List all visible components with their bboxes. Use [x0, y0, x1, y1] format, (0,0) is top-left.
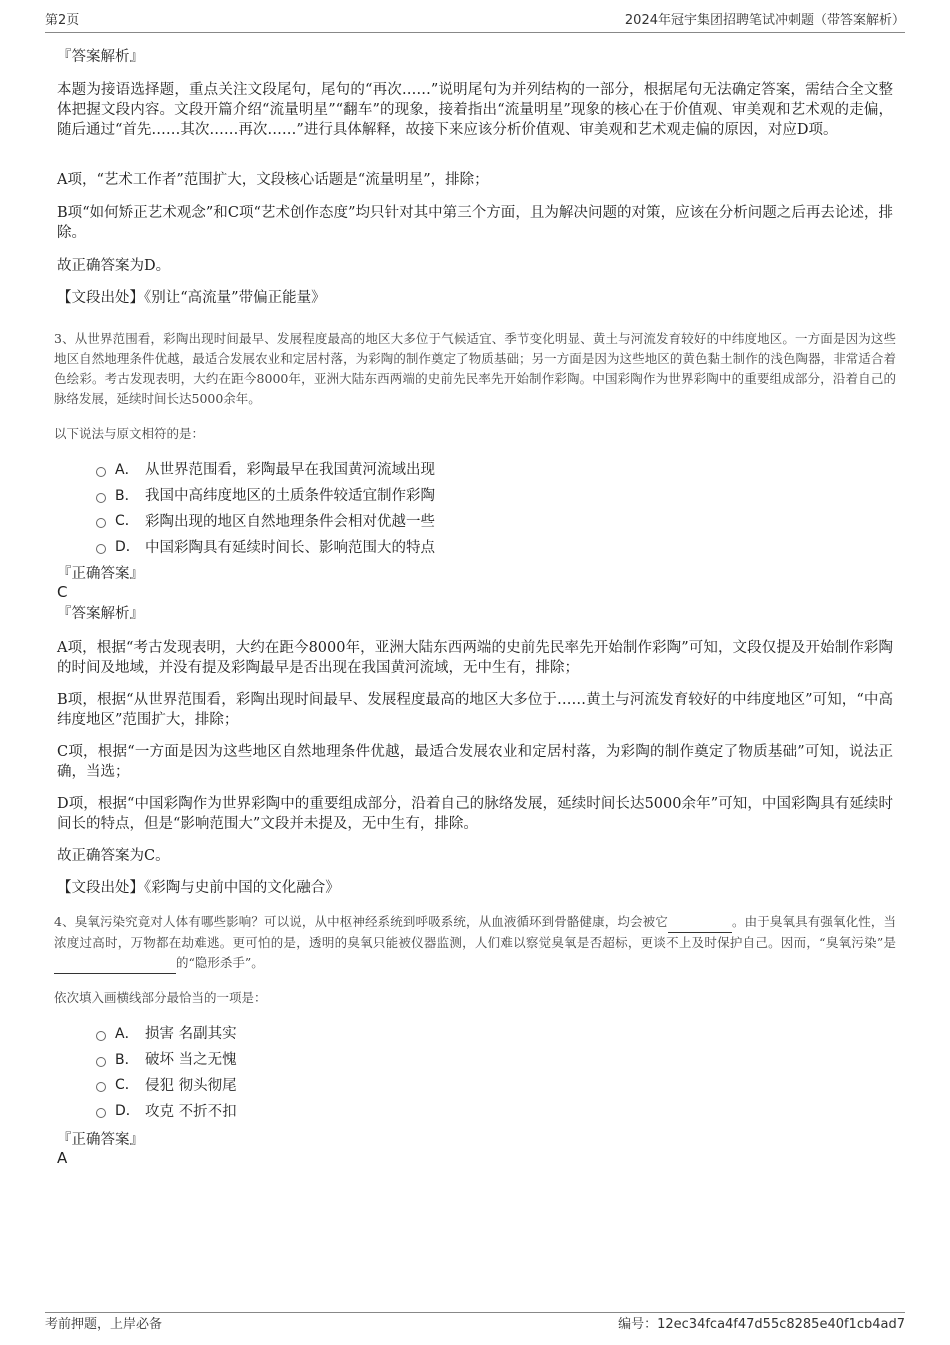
analysis-paragraph: B项，根据“从世界范围看，彩陶出现时间最早、发展程度最高的地区大多位于……黄土与河流发育较好的中纬度地区”可知，“中高纬度地区”范围扩大，排除； — [57, 692, 893, 728]
option-c[interactable] — [96, 508, 796, 534]
option-list — [96, 1020, 796, 1123]
analysis-paragraph: A项，“艺术工作者”范围扩大，文段核心话题是“流量明星”，排除； — [57, 172, 489, 188]
analysis-label: 『答案解析』 — [57, 49, 144, 65]
option-d[interactable] — [96, 533, 796, 559]
analysis-paragraph: C项，根据“一方面是因为这些地区自然地理条件优越，最适合发展农业和定居村落，为彩陶的制作奠定了物质基础”可知，说法正确，当选； — [57, 744, 893, 780]
question-stem — [54, 912, 896, 974]
correct-answer-label: 『正确答案』 — [57, 566, 144, 582]
stem-text: 。由于臭氧具有强氧化性，当浓度过高时，万物都在劫难逃。更可怕的是，透明的臭氧只能被仪器监测，人们难以察觉臭氧是否超标，更谈不上及时保护自己。因而，“臭氧污染”是 — [54, 914, 896, 950]
radio-icon[interactable] — [96, 1057, 106, 1067]
analysis-paragraph: 本题为接语选择题，重点关注文段尾句，尾句的“再次……”说明尾句为并列结构的一部分，根据尾句无法确定答案，需结合全文整体把握文段内容。文段开篇介绍“流量明星”“翻车”的现象，接着指出“流量明星”现象的核心在于价值观、审美观和艺术观的走偏，随后通过“首先……其次……再次……”进行具体解释，故接下来应该分析价值观、审美观和艺术观走偏的原因，对应D项。 — [57, 82, 893, 138]
question-stem: 3、从世界范围看，彩陶出现时间最早、发展程度最高的地区大多位于气候适宜、季节变化明显、黄土与河流发育较好的中纬度地区。一方面是因为这些地区自然地理条件优越，最适合发展农业和定居村落，为彩陶的制作奠定了物质基础；另一方面是因为这些地区的黄色黏土制作的浅色陶器，非常适合着色绘彩。考古发现表明，大约在距今8000年，亚洲大陆东西两端的史前先民率先开始制作彩陶。中国彩陶作为世界彩陶中的重要组成部分，沿着自己的脉络发展，延续时间长达5000余年。 — [54, 331, 896, 406]
analysis-conclusion: 故正确答案为D。 — [57, 258, 171, 274]
option-c[interactable] — [96, 1072, 796, 1098]
footer-slogan: 考前押题，上岸必备 — [45, 1317, 163, 1332]
radio-icon[interactable] — [96, 467, 106, 477]
radio-icon[interactable] — [96, 1108, 106, 1118]
option-b[interactable] — [96, 482, 796, 508]
option-letter: C． — [115, 513, 139, 530]
radio-icon[interactable] — [96, 1031, 106, 1041]
correct-answer: A — [57, 1149, 68, 1167]
analysis-paragraph: B项“如何矫正艺术观念”和C项“艺术创作态度”均只针对其中第三个方面，且为解决问题的对策，应该在分析问题之后再去论述，排除。 — [57, 205, 893, 241]
correct-answer: C — [57, 583, 68, 601]
radio-icon[interactable] — [96, 544, 106, 554]
stem-text: 4、臭氧污染究竟对人体有哪些影响？可以说，从中枢神经系统到呼吸系统，从血液循环到骨骼健康，均会被它 — [54, 914, 668, 929]
option-text: 破坏 当之无愧 — [145, 1052, 237, 1069]
option-d[interactable] — [96, 1097, 796, 1123]
option-text: 攻克 不折不扣 — [145, 1103, 237, 1120]
stem-text: 的“隐形杀手”。 — [176, 955, 264, 970]
option-a[interactable] — [96, 1020, 796, 1046]
option-text: 侵犯 彻头彻尾 — [145, 1077, 237, 1094]
document-id: 编号：12ec34fca4f47d55c8285e40f1cb4ad7 — [618, 1317, 905, 1332]
option-b[interactable] — [96, 1046, 796, 1072]
analysis-paragraph: D项，根据“中国彩陶作为世界彩陶中的重要组成部分，沿着自己的脉络发展，延续时间长达5000余年”可知，中国彩陶具有延续时间长的特点，但是“影响范围大”文段并未提及，无中生有，排除。 — [57, 796, 893, 832]
document-title: 2024年冠宇集团招聘笔试冲刺题（带答案解析） — [624, 13, 905, 28]
radio-icon[interactable] — [96, 493, 106, 503]
radio-icon[interactable] — [96, 1082, 106, 1092]
question-prompt: 依次填入画横线部分最恰当的一项是： — [54, 990, 267, 1005]
page-number: 第2页 — [45, 13, 80, 28]
option-letter: D． — [115, 539, 140, 556]
question-prompt: 以下说法与原文相符的是： — [54, 426, 205, 441]
option-text: 我国中高纬度地区的土质条件较适宜制作彩陶 — [145, 488, 435, 505]
option-letter: D． — [115, 1103, 140, 1120]
option-letter: B． — [115, 487, 139, 504]
option-letter: A． — [115, 1025, 139, 1042]
blank-1 — [668, 912, 732, 933]
option-text: 从世界范围看，彩陶最早在我国黄河流域出现 — [145, 462, 435, 479]
passage-source: 【文段出处】《彩陶与史前中国的文化融合》 — [57, 880, 340, 896]
option-letter: B． — [115, 1051, 139, 1068]
option-letter: A． — [115, 461, 139, 478]
passage-source: 【文段出处】《别让“高流量”带偏正能量》 — [57, 290, 326, 306]
analysis-paragraph: A项，根据“考古发现表明，大约在距今8000年，亚洲大陆东西两端的史前先民率先开始制作彩陶”可知，文段仅提及开始制作彩陶的时间及地域，并没有提及彩陶最早是否出现在我国黄河流域，无中生有，排除； — [57, 640, 893, 676]
page-header — [45, 12, 905, 33]
option-letter: C． — [115, 1077, 139, 1094]
option-list — [96, 456, 796, 559]
page-footer — [45, 1312, 905, 1335]
correct-answer-label: 『正确答案』 — [57, 1132, 144, 1148]
option-a[interactable] — [96, 456, 796, 482]
blank-2 — [54, 953, 176, 974]
option-text: 损害 名副其实 — [145, 1026, 237, 1043]
radio-icon[interactable] — [96, 518, 106, 528]
analysis-label: 『答案解析』 — [57, 606, 144, 622]
option-text: 彩陶出现的地区自然地理条件会相对优越一些 — [145, 513, 435, 530]
option-text: 中国彩陶具有延续时间长、影响范围大的特点 — [145, 539, 435, 556]
analysis-conclusion: 故正确答案为C。 — [57, 848, 170, 864]
